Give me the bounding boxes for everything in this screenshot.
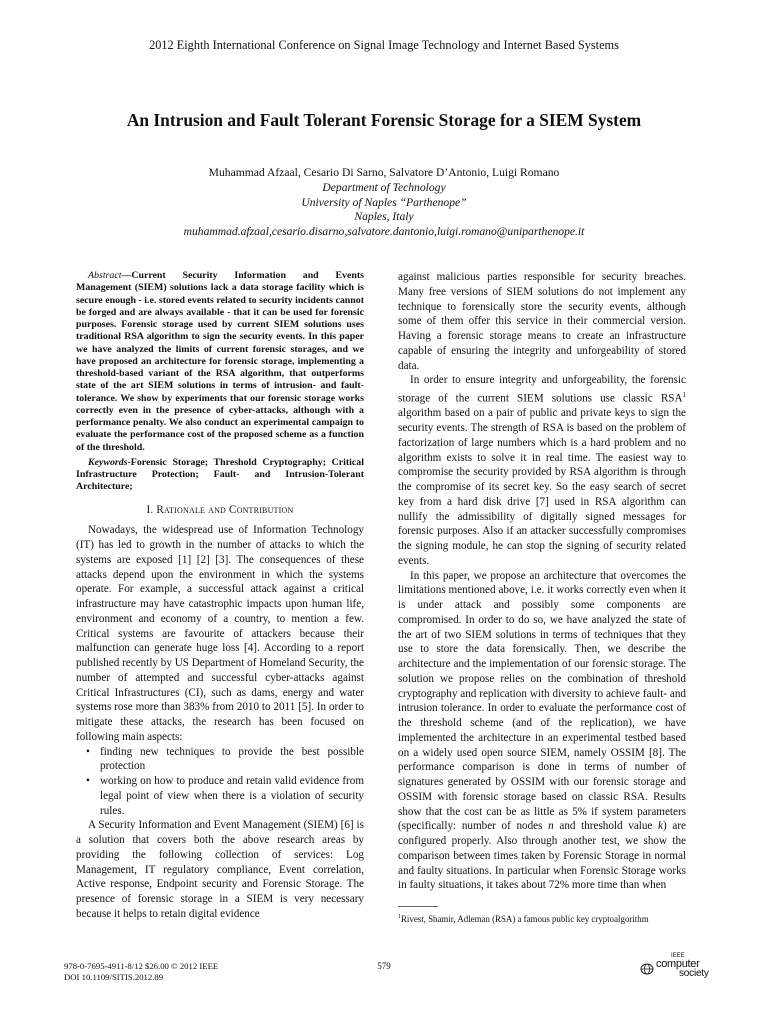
author-block [0, 166, 768, 240]
isbn-line: 978-0-7695-4911-8/12 $26.00 © 2012 IEEE [64, 961, 219, 971]
globe-icon [640, 963, 654, 975]
text-span: algorithm based on a pair of public and private keys to sign the security events. The strength of RSA is based on the problem of factorization of large numbers which is a hard problem and no algorithm exists to solve it in real time. The easiest way to compromise the security provided by RSA algorithm is through the compromise of its secret key. So the easy search of secret key from a hard disk drive [7] used in RSA algorithm can nullify the admissibility of digitally signed messages for forensic purposes. Also if an attacker successfully compromises the signing module, he can stop the signing of security related events. [398, 407, 686, 567]
text-span: ) are configured properly. Also through another test, we show the comparison between times taken by Forensic Storage in normal and faulty situations. In particular when Forensic Storage works in faulty situations, it takes about 72% more time than when [398, 820, 686, 892]
bullet-item: • finding new techniques to provide the best possible protection [100, 745, 364, 775]
author-department: Department of Technology [322, 180, 446, 194]
abstract-lead: Abstract [88, 270, 122, 281]
footnote [398, 912, 686, 925]
bullet-item: • working on how to produce and retain valid evidence from legal point of view when there is a violation of security rules. [100, 774, 364, 818]
text-span: and threshold value [553, 820, 659, 833]
paragraph: against malicious parties responsible for security breaches. Many free versions of SIEM solutions do not implement any technique to forensically store the security events, although some of them offer this service in their commercial version. Having a forensic storage means to create an infrastructure capable of ensuring the integrity and unforgeability of stored data. [398, 271, 686, 372]
logo-society: society [679, 968, 709, 979]
footnote-ref: 1 [682, 391, 686, 399]
right-column [398, 270, 686, 893]
abstract-text: —Current Security Information and Events Management (SIEM) solutions lack a data storage facility which is secure enough - i.e. stored events related to security incidents cannot be forged and are always available - that it can be used for forensic purposes. Forensic storage used by current SIEM solutions uses traditional RSA algorithm to sign the security events. In this paper we have analyzed the limits of current forensic storages, and we have proposed an architecture for forensic storage, implementing a threshold-based variant of the RSA algorithm, that outperforms state of the art SIEM solutions in terms of intrusion- and fault-tolerance. We show by experiments that our forensic storage works correctly even in the presence of cyber-attacks, although with a performance penalty. We also conduct an experimental campaign to evaluate the performance cost of the proposed scheme as a function of the threshold. [76, 270, 364, 453]
paragraph [398, 373, 686, 568]
footnote-rule [398, 906, 438, 907]
keywords-lead: Keywords [88, 456, 128, 468]
conference-header: 2012 Eighth International Conference on Signal Image Technology and Internet Based Systems [149, 38, 619, 52]
ieee-computer-society-logo [640, 955, 712, 981]
math-var: k [658, 820, 663, 833]
author-location: Naples, Italy [354, 210, 414, 224]
left-column [76, 270, 364, 922]
paper-title: An Intrusion and Fault Tolerant Forensic Storage for a SIEM System [126, 110, 642, 130]
bullet-list [76, 745, 364, 819]
footnote-mark: 1 [398, 914, 401, 920]
author-names: Muhammad Afzaal, Cesario Di Sarno, Salvatore D’Antonio, Luigi Romano [208, 166, 560, 179]
paragraph: Nowadays, the widespread use of Information Technology (IT) has led to growth in the number of attacks to which the systems are exposed [1] [2] [3]. The consequences of these attacks depend upon the environment in which the systems operate. For example, a successful attack against a critical infrastructure may have catastrophic impacts upon human life, environment and economy of a country, to mention a few. Critical systems are favourite of attackers because their malfunction can generate huge loss [4]. According to a report published recently by US Department of Homeland Security, the number of attempted and successful cyber-attacks against Critical Infrastructures (CI), such as dams, energy and water systems rose more than 383% from 2010 to 2011 [5]. In order to mitigate these attacks, the research has been focused on following main aspects: [76, 524, 364, 743]
section-heading: I. Rationale and Contribution [146, 503, 294, 516]
paragraph: A Security Information and Event Management (SIEM) [6] is a solution that covers both the above research areas by providing the following collection of services: Log Management, IT regulatory compliance, Event correlation, Active response, Endpoint security and Forensic Storage. The presence of forensic storage in a SIEM is very necessary because it helps to retain digital evidence [76, 819, 364, 920]
keywords-text: -Forensic Storage; Threshold Cryptography; Critical Infrastructure Protection; Fault- and Intrusion-Tolerant Architecture; [76, 456, 364, 493]
author-university: University of Naples “Parthenope” [301, 195, 467, 209]
logo-ieee: IEEE [671, 953, 685, 959]
footnote-text: Rivest, Shamir, Adleman (RSA) a famous public key cryptoalgorithm [401, 913, 649, 924]
text-span: In order to ensure integrity and unforgeability, the forensic storage of the current SIEM solutions use classic RSA [398, 374, 686, 405]
doi-line: DOI 10.1109/SITIS.2012.89 [64, 972, 164, 983]
logo-computer: computer [656, 958, 700, 970]
keywords [76, 457, 364, 494]
author-emails: muhammad.afzaal,cesario.disarno,salvatore.dantonio,luigi.romano@uniparthenope.it [183, 225, 585, 239]
page-number: 579 [377, 961, 391, 971]
abstract [76, 270, 364, 454]
text-span: In this paper, we propose an architecture that overcomes the limitations mentioned above, i.e. it works correctly even when it is under attack and possibly some components are compromised. In order to do so, we have analyzed the state of the art of two SIEM solutions in terms of techniques that they use to store the data forensically. Then, we describe the architecture and the implementation of our forensic storage. The solution we propose relies on the combination of threshold cryptography and replication with diversity to achieve fault- and intrusion tolerance. In order to evaluate the performance cost of the threshold scheme (and of the replication), we have implemented the architecture in an experimental testbed based on a widely used open source SIEM, namely OSSIM [8]. The performance comparison is done in terms of number of signatures generated by OSSIM with our forensic storage and OSSIM with forensic storage based on classic RSA. Results show that the cost can be as little as 5% if system parameters (specifically: number of nodes [398, 569, 686, 833]
paragraph [398, 569, 686, 894]
math-var: n [548, 820, 554, 833]
